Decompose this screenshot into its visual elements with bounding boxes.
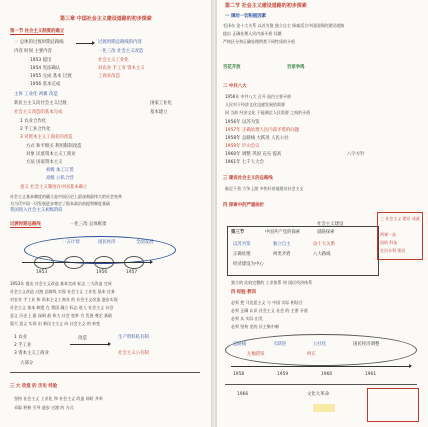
- note-line: 1961: [365, 372, 377, 377]
- left-page: [0, 0, 211, 427]
- note-line: 1953年 提出 社会主义改造 基本完成 标志 三大改造 完成: [10, 281, 112, 286]
- note-line: 以苏为鉴: [233, 242, 251, 247]
- note-line: 1 农业: [14, 335, 27, 340]
- note-line: 3 对资本主义工商业的改造: [20, 135, 73, 140]
- note-line: 正确处理: [233, 252, 251, 257]
- note-line: 主体 工业化 两翼 改造: [14, 92, 58, 97]
- note-line: 改造: [78, 336, 87, 341]
- left-page-title: 第三章 中国社会主义建设道路的初步探索: [60, 16, 152, 22]
- note-line: 八字方针: [347, 152, 365, 157]
- note-line: 坚持 社会主义 工业化 和 社会主义 改造 同时 并举: [14, 396, 103, 401]
- divider: [225, 384, 417, 385]
- note-line: 纠正: [307, 352, 316, 357]
- note-line: 左倾错误: [247, 352, 265, 357]
- note-line: 论十大关系: [313, 242, 335, 247]
- note-line: 2 手工业合作化: [20, 127, 51, 132]
- note-line: 必须 从 实际 出发: [231, 316, 263, 321]
- note-line: 方法 国家资本主义: [26, 160, 63, 165]
- section-heading: 二 中共八大: [223, 84, 247, 89]
- note-line: 高级 公私合营: [46, 176, 74, 181]
- note-line: 社会主义改造 过渡 总路线 实现 社会主义 工业化 基本 任务: [10, 289, 115, 294]
- note-line: 必须 把 马克思主义 与 中国 实际 相结合: [231, 300, 303, 305]
- concept-box: [227, 226, 379, 276]
- note-line: 人民对于经济文化迅速发展的需要: [225, 102, 285, 107]
- note-line: 一化三改 社会主义改造: [98, 49, 144, 54]
- note-line: 1958: [233, 372, 245, 377]
- note-line: 全面发展: [136, 240, 154, 245]
- note-line: 文化大革命: [307, 392, 329, 397]
- highlight-mark: [313, 404, 335, 412]
- note-line: 三 社会主义 建设 成就: [380, 216, 420, 221]
- note-line: 生产资料私有制: [118, 335, 149, 340]
- note-line: 八大路线: [313, 252, 331, 257]
- note-line: 1953 提出: [30, 58, 52, 63]
- note-line: 初级 加工订货: [46, 168, 74, 173]
- note-line: 1959: [277, 372, 289, 377]
- note-line: 两弹一星: [380, 232, 396, 237]
- note-line: 鼓足干劲 力争上游 多快好省地建设社会主义: [225, 186, 304, 191]
- note-line: 总路线: [233, 342, 247, 347]
- note-line: 提出 正确处理人民内部矛盾 问题: [223, 31, 282, 36]
- arrow-connector: [70, 344, 110, 345]
- note-line: 过渡时期总路线的内容: [98, 40, 142, 45]
- note-line: 公社化: [313, 342, 327, 347]
- outline-curve: [225, 334, 417, 366]
- note-line: 对象 民族资本主义工商业: [26, 152, 76, 157]
- note-line: 1 农业合作化: [20, 119, 47, 124]
- section-heading: 四 经验 教训: [231, 290, 257, 295]
- note-line: 国防 科技: [380, 240, 398, 245]
- note-line: 1956年 中共八大 召开 国内主要矛盾: [225, 94, 291, 99]
- note-line: 农田水利 建设: [380, 248, 406, 253]
- note-line: 社会主义基本制度的确立是中国历史上最深刻最伟大的社会变革: [10, 194, 122, 199]
- note-line: 百花齐放: [223, 65, 241, 70]
- note-line: 2 手工业: [14, 343, 32, 348]
- note-line: 新民主主义向社会主义过渡: [14, 101, 67, 106]
- note-line: 方式 和平赎买 利用限制改造: [26, 144, 82, 149]
- note-line: 对农业 手工业 资本主义: [98, 66, 145, 71]
- note-line: 大部分: [20, 361, 34, 366]
- note-line: 1956: [96, 270, 108, 275]
- note-line: 为当代中国一切发展进步奠定了根本政治前提和制度基础: [10, 201, 110, 206]
- section-heading: 三 大 改造 的 历史 经验: [10, 384, 58, 389]
- note-line: 独立的 比较完整的 工业体系 和 国民经济体系: [231, 280, 313, 285]
- arrow-connector: [76, 43, 94, 44]
- note-line: 第三节: [231, 230, 245, 235]
- note-line: 重大 意义 实现 由 新民主主义 向 社会主义 的 转变: [10, 321, 101, 326]
- note-line: 严格区分和正确处理两类不同性质的矛盾: [223, 39, 295, 44]
- note-line: 一五计划: [62, 240, 80, 245]
- note-line: 工商业改造: [98, 74, 120, 79]
- note-line: 意义 历史上 最 深刻 最 伟大 社会 变革 为 发展 奠定 基础: [10, 313, 112, 318]
- note-line: 1960: [321, 372, 333, 377]
- note-line: 百家争鸣: [287, 65, 305, 70]
- note-line: 社会主义公有制: [118, 351, 149, 356]
- note-line: 毛泽东 论十大关系 以苏为鉴 独立自主 探索适合中国国情的建设道路: [223, 23, 345, 28]
- note-line: 必须 正确 认识 社会主义 社会 的 主要 矛盾: [231, 308, 308, 313]
- note-line: 社会主义工业化: [98, 58, 129, 63]
- divider: [10, 372, 200, 373]
- note-line: 1957: [126, 270, 138, 275]
- note-line: 1959年 庐山会议: [225, 144, 260, 149]
- note-line: 1956 基本完成: [30, 82, 61, 87]
- note-line: 同 当前 经济文化 不能满足人民需要 之间的矛盾: [225, 110, 311, 115]
- right-page: [217, 0, 428, 427]
- note-line: 采取 积极 引导 逐步 过渡 的 方式: [14, 405, 74, 410]
- note-box: [367, 388, 419, 422]
- note-line: 1957年 正确处理人民内部矛盾的问题: [225, 128, 300, 133]
- note-line: 1954 宪法确认: [30, 66, 61, 71]
- note-line: 1955 完成 基本 过渡: [30, 74, 72, 79]
- note-line: 基本建立: [150, 110, 168, 115]
- note-line: 1960年 调整 巩固 充实 提高: [225, 152, 282, 157]
- note-line: 3 资本主义工商业: [14, 351, 49, 356]
- note-line: 国家工业化: [150, 101, 172, 106]
- note-line: 内容 时间 主要内容: [14, 49, 52, 54]
- section-heading: 一 调动一切积极因素: [225, 14, 267, 19]
- section-heading: 四 探索中的严重曲折: [223, 203, 265, 208]
- note-line: 1958年 总路线 大跃进 人民公社: [225, 136, 289, 141]
- note-line: 一化三改 总体框架: [70, 222, 107, 227]
- note-line: 两类矛盾: [273, 252, 291, 257]
- note-line: 国民经济调整: [353, 342, 380, 347]
- note-line: 道路探索: [317, 230, 335, 235]
- note-line: 我国进入社会主义初级阶段: [10, 208, 63, 213]
- note-line: 社会主义建设: [317, 222, 344, 227]
- note-line: 1953: [36, 270, 48, 275]
- note-line: 意义 社会主义制度在中国基本确立: [20, 185, 88, 190]
- note-line: 一 总体的过渡时期总路线: [14, 40, 64, 45]
- note-line: 经济建设为中心: [233, 262, 264, 267]
- note-line: 国民经济: [98, 240, 116, 245]
- note-line: 中国共产党的探索: [265, 230, 301, 235]
- note-line: 社会主义改造的基本完成: [14, 110, 63, 115]
- timeline-arrow: [22, 262, 152, 263]
- section-heading: 三 建设社会主义的总路线: [223, 176, 273, 181]
- note-line: 1966: [237, 392, 249, 397]
- note-line: 独立自主: [273, 242, 291, 247]
- note-line: 社会主义 基本 制度 在 我国 确立 标志 进入 社会主义 社会: [10, 305, 114, 310]
- note-line: 大跃进: [273, 342, 287, 347]
- note-line: 1961年 七千人大会: [225, 160, 264, 165]
- timeline-arrow: [231, 366, 411, 367]
- note-line: 必须 坚持 党的 民主集中制: [231, 324, 279, 329]
- note-line: 1956年 以苏为鉴: [225, 120, 260, 125]
- right-page-title: 第二节 社会主义建设道路的初步探索: [225, 3, 307, 9]
- section-heading: 第一节 社会主义制度的确立: [10, 29, 65, 34]
- section-heading: 过渡时期总路线: [10, 222, 41, 227]
- note-line: 对农业 手工业 和 资本主义工商业 的 社会主义改造 逐步实现: [10, 297, 118, 302]
